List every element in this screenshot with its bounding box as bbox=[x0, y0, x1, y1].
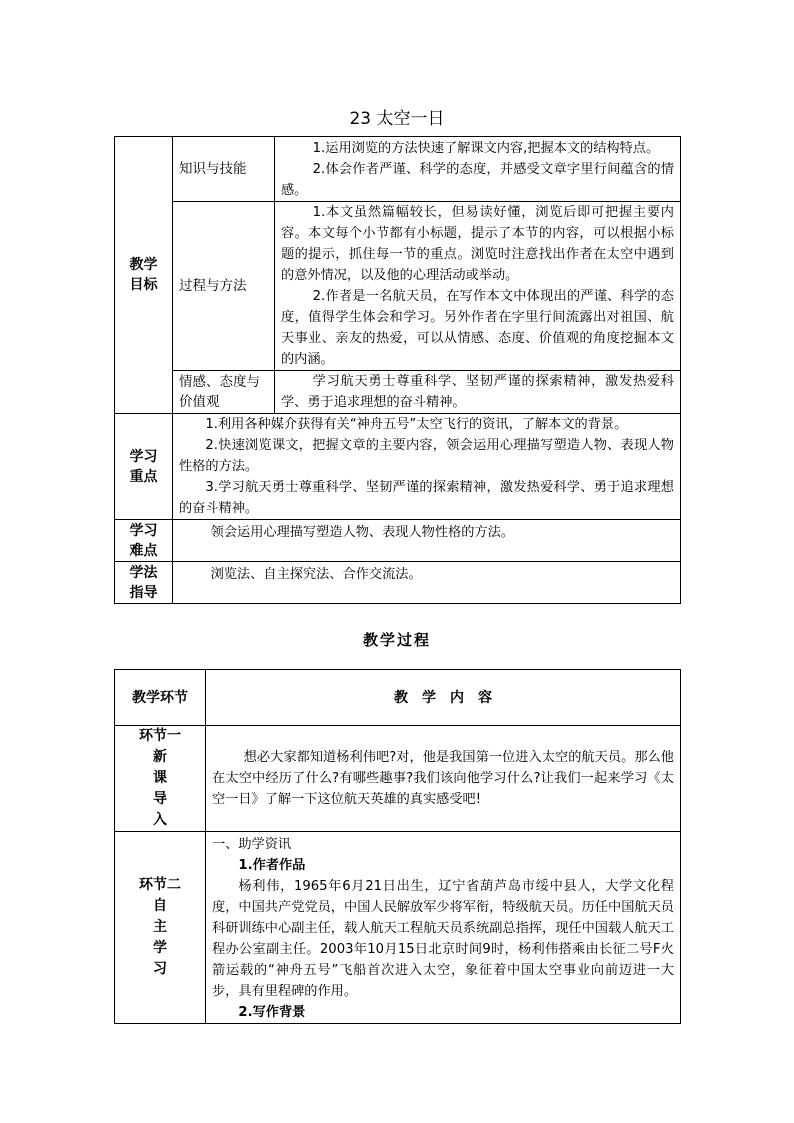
methods-label bbox=[115, 562, 173, 604]
difficulties-content bbox=[173, 520, 681, 562]
process-label: 过程与方法 bbox=[173, 202, 275, 371]
stage2-paragraph: 杨利伟，1965年6月21日出生，辽宁省葫芦岛市绥中县人，大学文化程度，中国共产党党员，中国人民解放军少将军衔，特级航天员。历任中国航天员科研训练中心副主任，载人航天工程航天员系统副总指挥，现任中国载人航天工程办公室副主任。2003年10月15日北京时间9时，杨利伟搭乘由长征二号F火箭运载的“神舟五号”飞船首次进入太空，象征着中国太空事业向前迈进一大步，具有里程碑的作用。 bbox=[212, 879, 674, 999]
emotion-content bbox=[275, 371, 681, 414]
stage-col-header: 教学环节 bbox=[115, 670, 206, 726]
process-item: 1.本文虽然篇幅较长，但易读好懂，浏览后即可把握主要内容。本文每个小节都有小标题，提示了本节的内容，可以根据小标题的提示，抓住每一节的重点。浏览时注意找出作者在太空中遇到的意外情况，以及他的心理活动或举动。 bbox=[281, 205, 674, 283]
difficulties-label-text: 学习 难点 bbox=[129, 522, 158, 559]
methods-text: 浏览法、自主探究法、合作交流法。 bbox=[210, 567, 422, 582]
knowledge-item: 1.运用浏览的方法快速了解课文内容,把握本文的结构特点。 bbox=[312, 140, 660, 156]
stage2-section-heading: 一、助学资讯 bbox=[212, 837, 292, 852]
process-item: 2.作者是一名航天员，在写作本文中体现出的严谨、科学的态度，值得学生体会和学习。另外作者在字里行间流露出对祖国、航天事业、亲友的热爱，可以从情感、态度、价值观的角度挖掘本文的内涵。 bbox=[281, 289, 674, 367]
emotion-label: 情感、态度与价值观 bbox=[173, 371, 275, 414]
key-point-item: 3.学习航天勇士尊重科学、坚韧严谨的探索精神，激发热爱科学、勇于追求理想的奋斗精神。 bbox=[179, 480, 674, 516]
stage1-content bbox=[206, 726, 681, 832]
content-col-header: 教 学 内 容 bbox=[206, 670, 681, 726]
stage2-content bbox=[206, 832, 681, 1024]
stage1-text: 想必大家都知道杨利伟吧?对，他是我国第一位进入太空的航天员。那么他在太空中经历了什么?有哪些趣事?我们该向他学习什么?让我们一起来学习《太空一日》了解一下这位航天英雄的真实感受吧! bbox=[212, 750, 674, 807]
objectives-label-text: 教学 目标 bbox=[129, 257, 158, 293]
objectives-table bbox=[114, 136, 681, 604]
emotion-text: 学习航天勇士尊重科学、坚韧严谨的探索精神，激发热爱科学、勇于追求理想的奋斗精神。 bbox=[281, 374, 674, 410]
knowledge-item: 2.体会作者严谨、科学的态度，并感受文章字里行间蕴含的情感。 bbox=[281, 161, 674, 198]
document-title: 23 太空一日 bbox=[349, 109, 445, 129]
objectives-label bbox=[115, 137, 173, 414]
knowledge-content bbox=[275, 137, 681, 202]
process-heading: 教学过程 bbox=[362, 631, 431, 649]
knowledge-label: 知识与技能 bbox=[173, 137, 275, 202]
key-points-label bbox=[115, 414, 173, 520]
difficulties-label bbox=[115, 520, 173, 562]
key-point-item: 1.利用各种媒介获得有关“神舟五号”太空飞行的资讯，了解本文的背景。 bbox=[205, 417, 628, 432]
key-points-label-text: 学习 重点 bbox=[129, 448, 158, 485]
stage1-label-text: 环节一 新 课 导 入 bbox=[139, 728, 181, 828]
key-point-item: 2.快速浏览课文，把握文章的主要内容，领会运用心理描写塑造人物、表现人物性格的方法。 bbox=[179, 438, 674, 474]
stage2-label-text: 环节二 自 主 学 习 bbox=[139, 877, 181, 977]
stage2-sub-heading: 1.作者作品 bbox=[238, 858, 306, 873]
stage2-sub-heading: 2.写作背景 bbox=[238, 1005, 306, 1020]
process-content bbox=[275, 202, 681, 371]
difficulties-text: 领会运用心理描写塑造人物、表现人物性格的方法。 bbox=[210, 525, 514, 540]
key-points-content bbox=[173, 414, 681, 520]
methods-content bbox=[173, 562, 681, 604]
stage2-label bbox=[115, 832, 206, 1024]
stage1-label bbox=[115, 726, 206, 832]
methods-label-text: 学法 指导 bbox=[129, 564, 158, 601]
process-table bbox=[114, 669, 681, 1024]
